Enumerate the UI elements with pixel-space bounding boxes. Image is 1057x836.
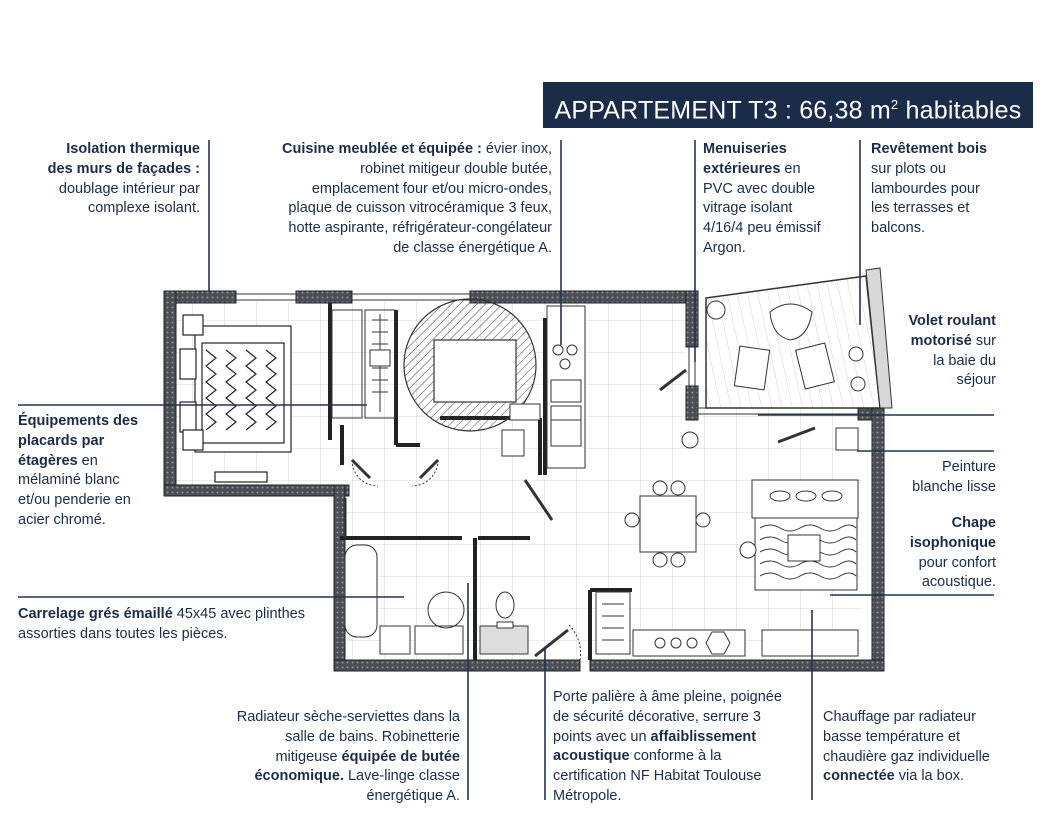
note-chauffage [823,708,998,787]
note-carrelage-text: 45x45 avec plinthes assorties dans toutes les pièces. [18,606,305,642]
note-porte-t1: Porte palière à âme pleine, poignée de sécurité décorative, serrure 3 points avec un [553,689,782,745]
note-radiateur-t2: Lave-linge classe énergétique A. [343,768,460,805]
note-carrelage [18,605,308,645]
note-peinture [896,458,996,498]
note-chape-text: pour confort acoustique. [918,554,996,591]
note-radiateur-bold: équipée de butée économique. [254,748,460,785]
note-chauffage-bold: connectée [823,768,895,785]
note-porte-t2: conforme à la certification NF Habitat Toulouse Métropole. [553,748,762,804]
note-carrelage-bold: Carrelage grés émaillé [18,606,173,622]
note-chape [886,514,996,593]
note-radiateur-t1: Radiateur sèche-serviettes dans la salle de bains. Robinetterie mitigeuse [236,709,460,765]
note-chauffage-t2: via la box. [894,768,965,785]
note-equipements-text: en mélaminé blanc et/ou penderie en acier chromé. [18,452,131,528]
note-porte [553,688,793,807]
note-menuiseries [703,140,833,259]
note-chape-bold: Chape isophonique [909,515,996,551]
note-cuisine-bold: Cuisine meublée et équipée : [282,141,482,157]
note-isolation [40,140,200,219]
note-porte-bold: affaiblissement acoustique [553,728,757,765]
note-volet [896,312,996,391]
kitchen [547,306,585,468]
note-revetement-text: sur plots ou lambourdes pour les terrasses et balcons. [871,160,980,237]
note-peinture-text: Peinture blanche lisse [912,459,996,495]
note-volet-text: sur la baie du séjour [933,332,996,389]
note-isolation-bold: Isolation thermique des murs de façades : [47,141,200,177]
title-sup: 2 [890,97,899,112]
title-main: APPARTEMENT T3 : 66,38 m [554,96,891,125]
note-chauffage-t1: Chauffage par radiateur basse température et chaudière gaz individuelle [823,709,990,765]
title-tail: habitables [898,96,1022,125]
note-revetement-bold: Revêtement bois [871,141,988,157]
note-volet-bold: Volet roulant motorisé [908,313,996,349]
note-menuiseries-bold: Menuiseries extérieures [703,141,787,177]
note-cuisine [272,140,552,259]
note-radiateur [228,708,460,807]
note-menuiseries-text: en PVC avec double vitrage isolant 4/16/4 peu émissif Argon. [703,160,821,256]
note-cuisine-text: évier inox, robinet mitigeur double butée, emplacement four et/ou micro-ondes, plaque de cuisson vitrocéramique 3 feux, hotte aspirante, réfrigérateur-congélateur de classe énergétique A. [288,141,552,256]
note-equipements-bold: Équipements des placards par étagères [18,413,139,469]
note-equipements [18,412,143,531]
note-isolation-text: doublage intérieur par complexe isolant. [58,180,200,217]
note-revetement [871,140,996,239]
